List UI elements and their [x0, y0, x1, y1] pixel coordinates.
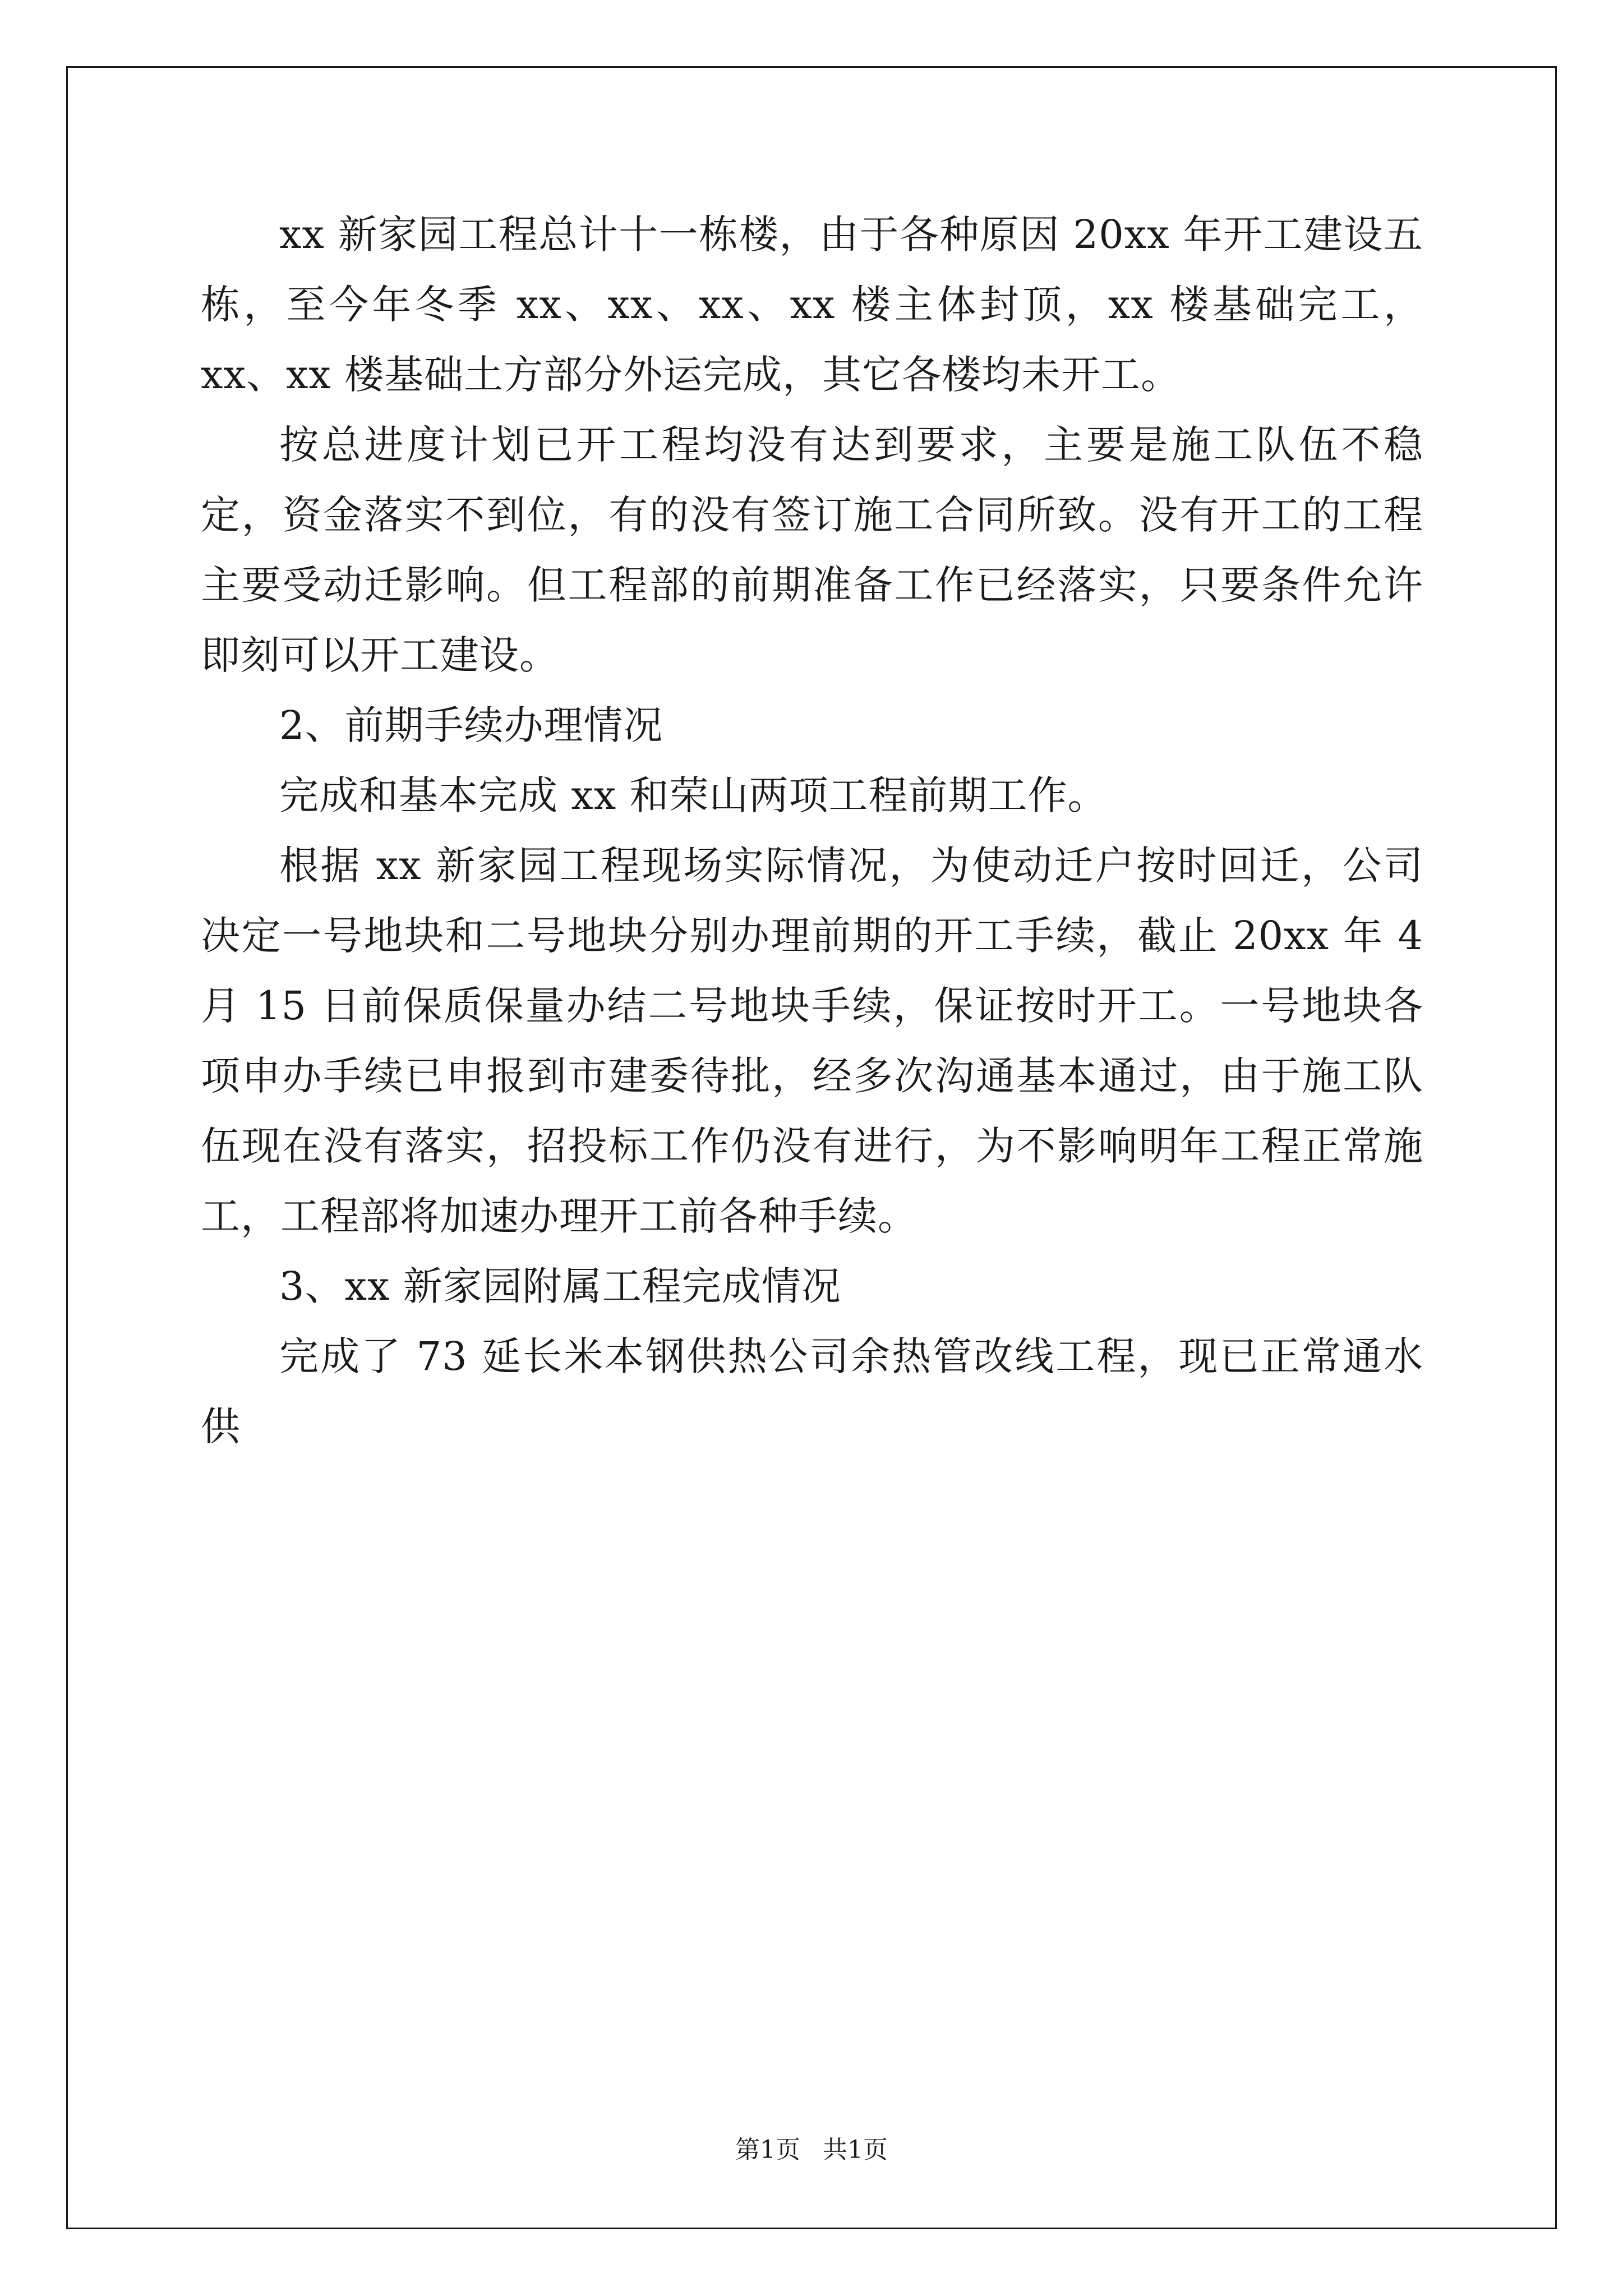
section-heading: 2、前期手续办理情况 [279, 702, 663, 748]
paragraph: 完成和基本完成 xx 和荣山两项工程前期工作。 [279, 772, 1108, 818]
page-number-total: 共1页 [823, 2136, 888, 2164]
paragraph: 根据 xx 新家园工程现场实际情况，为使动迁户按时回迁，公司决定一号地块和二号地块分别办理前期的开工手续，截止 20xx 年 4 月 15 日前保质保量办结二号地块手续，保证按时开工。一号地块各项申办手续已申报到市建委待批，经多次沟通基本通过，由于施工队伍现在没有落实，招投标工作仍没有进行，为不影响明年工程正常施工，工程部将加速办理开工前各种手续。 [201, 843, 1423, 1239]
section-heading: 3、xx 新家园附属工程完成情况 [279, 1263, 841, 1309]
document-body [201, 200, 1423, 1462]
paragraph: 完成了 73 延长米本钢供热公司余热管改线工程，现已正常通水供 [201, 1333, 1423, 1450]
paragraph: 按总进度计划已开工程均没有达到要求，主要是施工队伍不稳定，资金落实不到位，有的没有签订施工合同所致。没有开工的工程主要受动迁影响。但工程部的前期准备工作已经落实，只要条件允许即刻可以开工建设。 [201, 422, 1423, 678]
paragraph: xx 新家园工程总计十一栋楼，由于各种原因 20xx 年开工建设五栋，至今年冬季 xx、xx、xx、xx 楼主体封顶，xx 楼基础完工，xx、xx 楼基础土方部分外运完成，其它各楼均未开工。 [201, 211, 1423, 398]
page-footer [0, 2129, 1623, 2165]
page-number-current: 第1页 [735, 2136, 800, 2164]
